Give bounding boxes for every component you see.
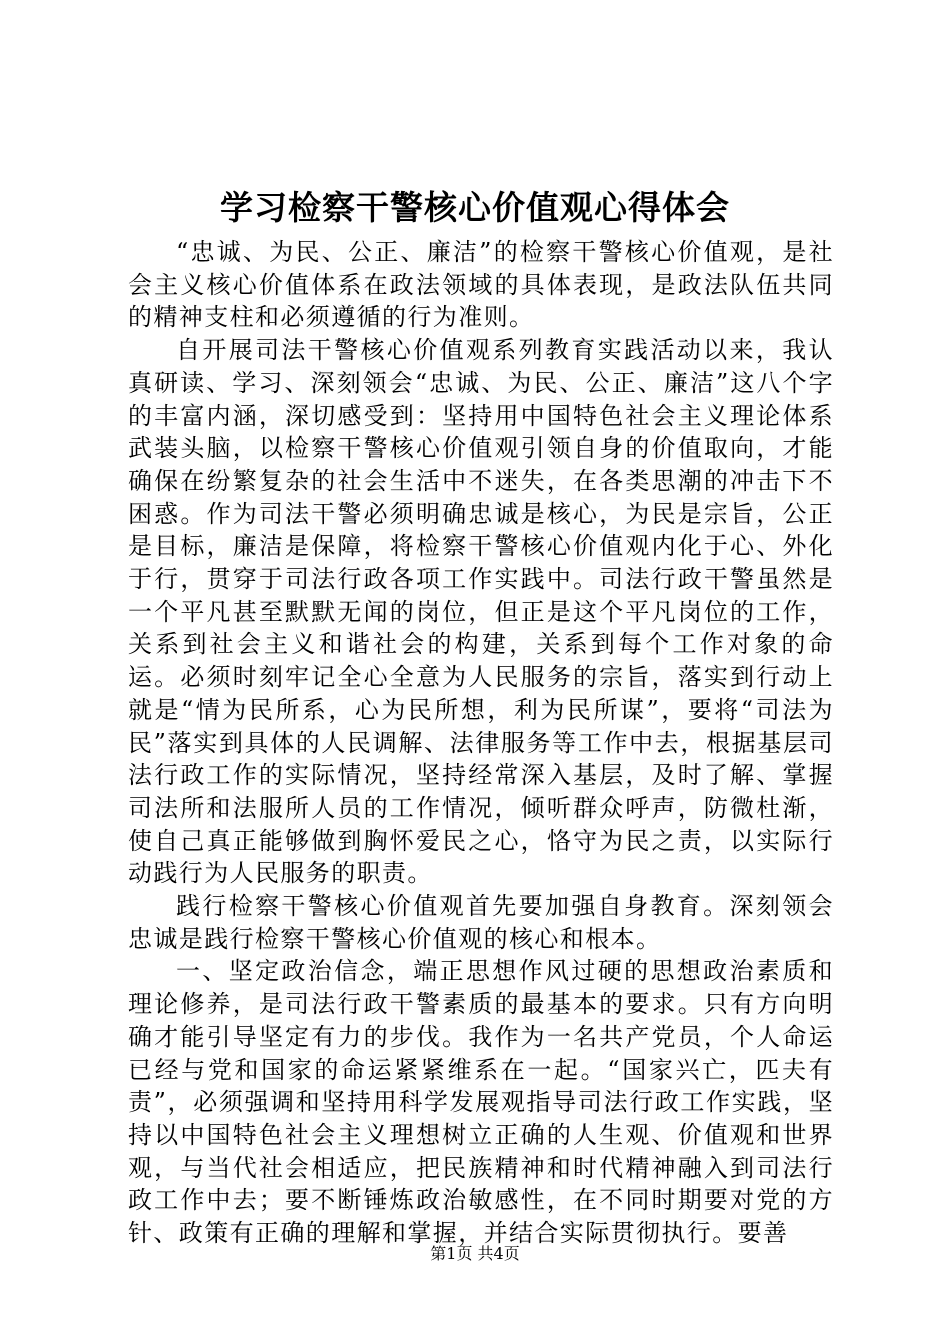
paragraph-2: 自开展司法干警核心价值观系列教育实践活动以来，我认真研读、学习、深刻领会“忠诚、为民、公正、廉洁”这八个字的丰富内涵，深切感受到：坚持用中国特色社会主义理论体系武装头脑，以检察干警核心价值观引领自身的价值取向，才能确保在纷繁复杂的社会生活中不迷失，在各类思潮的冲击下不困惑。作为司法干警必须明确忠诚是核心，为民是宗旨，公正是目标，廉洁是保障，将检察干警核心价值观内化于心、外化于行，贯穿于司法行政各项工作实践中。司法行政干警虽然是一个平凡甚至默默无闻的岗位，但正是这个平凡岗位的工作，关系到社会主义和谐社会的构建，关系到每个工作对象的命运。必须时刻牢记全心全意为人民服务的宗旨，落实到行动上就是“情为民所系，心为民所想，利为民所谋”，要将“司法为民”落实到具体的人民调解、法律服务等工作中去，根据基层司法行政工作的实际情况，坚持经常深入基层，及时了解、掌握司法所和法服所人员的工作情况，倾听群众呼声，防微杜渐，使自己真正能够做到胸怀爱民之心，恪守为民之责，以实际行动践行为人民服务的职责。 [128, 336, 834, 888]
paragraph-3: 践行检察干警核心价值观首先要加强自身教育。深刻领会忠诚是践行检察干警核心价值观的核心和根本。 [128, 892, 834, 953]
paragraph-1: “忠诚、为民、公正、廉洁”的检察干警核心价值观，是社会主义核心价值体系在政法领域的具体表现，是政法队伍共同的精神支柱和必须遵循的行为准则。 [128, 238, 834, 332]
document-body [128, 236, 834, 1250]
document-title: 学习检察干警核心价值观心得体会 [220, 188, 730, 227]
page-number-footer: 第1页 共4页 [430, 1244, 520, 1263]
paragraph-4: 一、坚定政治信念，端正思想作风过硬的思想政治素质和理论修养，是司法行政干警素质的最基本的要求。只有方向明确才能引导坚定有力的步伐。我作为一名共产党员，个人命运已经与党和国家的命运紧紧维系在一起。“国家兴亡，匹夫有责”，必须强调和坚持用科学发展观指导司法行政工作实践，坚持以中国特色社会主义理想树立正确的人生观、价值观和世界观，与当代社会相适应，把民族精神和时代精神融入到司法行政工作中去；要不断锤炼政治敏感性，在不同时期要对党的方针、政策有正确的理解和掌握，并结合实际贯彻执行。要善 [128, 957, 834, 1248]
